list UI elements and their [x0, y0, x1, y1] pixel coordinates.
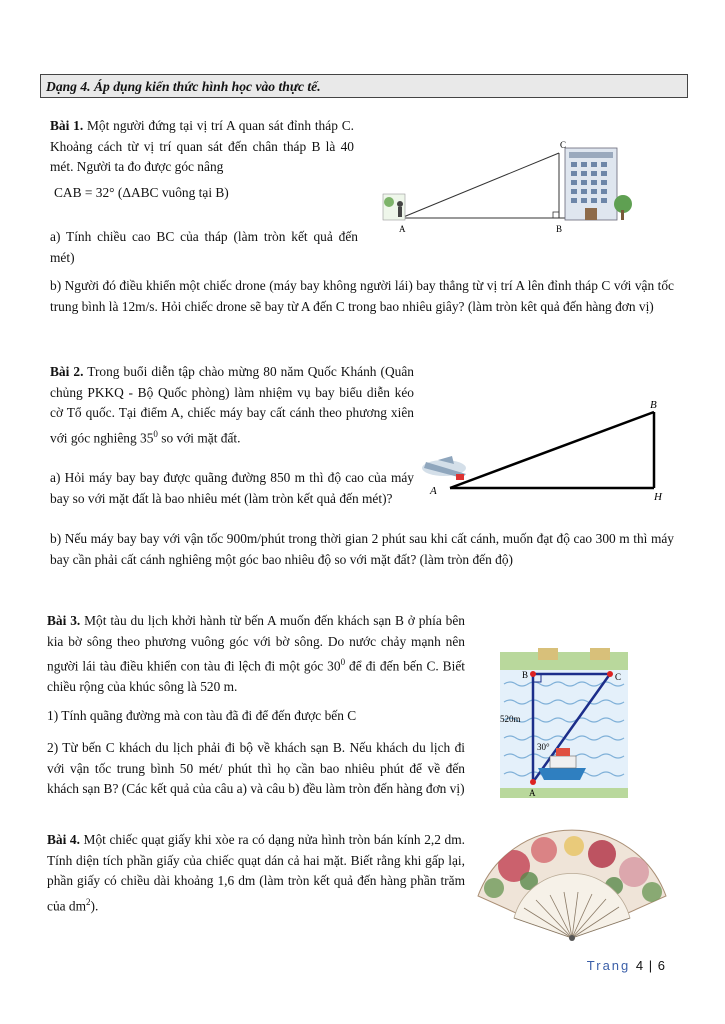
label-c: C — [615, 672, 622, 682]
label-a: A — [529, 788, 536, 798]
near-bank — [500, 788, 628, 798]
bai4-text: Bài 4. Một chiếc quạt giấy khi xòe ra có dạng nửa hình tròn bán kính 2,2 dm. Tính diện tích phần giấy của chiếc quạt dán cả hai mặt. Biết rằng khi gấp lại, phần giấy có chiều dài khoảng 1,6 dm (làm tròn kết quả đến hàng phần trăm của $dm^2$). — [47, 832, 465, 913]
label-a: A — [399, 224, 406, 234]
bai2-label: Bài 2. — [50, 364, 84, 379]
footer-page: 4 — [635, 958, 644, 973]
bai1-intro: Một người đứng tại vị trí A quan sát đỉnh tháp C. Khoảng cách từ vị trí quan sát đến chân tháp B là 40 mét. Người ta đo được góc nâng — [50, 118, 354, 174]
point-a — [530, 779, 536, 785]
section-title: Dạng 4. Áp dụng kiến thức hình học vào thực tế. — [40, 74, 688, 98]
label-b: B — [522, 670, 529, 680]
bai3-question-2: 2) Từ bến C khách du lịch phải đi bộ về khách sạn B. Nếu khách du lịch đi với vận tốc trung bình 50 mét/ phút thì họ cần bao nhiêu phút để về đến khách sạn B? (Các kết quả của câu a) và câu b) đều làm tròn đến hàng đơn vị) — [47, 740, 465, 796]
bai1-question-a: a) Tính chiều cao BC của tháp (làm tròn kết quả đến mét) — [50, 229, 358, 265]
bai2-question-a: a) Hỏi máy bay bay được quãng đường 850 m thì độ cao của máy bay so với mặt đất là bao nhiêu mét (làm tròn kết quả đến mét)? — [50, 470, 414, 506]
bai1-label: Bài 1. — [50, 118, 84, 133]
bai3-figure — [498, 644, 638, 814]
bai1-formula: CAB = 32° (ΔABC vuông tại B) — [54, 185, 229, 200]
label-a: A — [430, 485, 437, 497]
hotel-icon — [538, 648, 558, 660]
fan-pivot — [569, 935, 575, 941]
label-b: B — [556, 224, 563, 234]
page-footer — [587, 958, 665, 973]
bai2-figure — [418, 396, 674, 506]
pier-icon — [590, 648, 610, 660]
bai3-question-1: 1) Tính quãng đường mà con tàu đã đi để đến được bến C — [47, 708, 357, 723]
bai3-label: Bài 3. — [47, 613, 81, 628]
tower-building-icon — [565, 148, 632, 220]
bai4-fan-figure — [474, 826, 670, 946]
footer-sep: | — [648, 958, 653, 973]
bai1-figure — [375, 138, 675, 238]
label-b: B — [650, 399, 657, 411]
bai2-text: Bài 2. Trong buổi diễn tập chào mừng 80 năm Quốc Khánh (Quân chủng PKKQ - Bộ Quốc phòng) làm nhiệm vụ bay biểu diễn kéo cờ Tổ quốc. Tại điểm A, chiếc máy bay cất cánh theo phương xiên với góc nghiêng $35^0$ so với mặt đất. — [50, 364, 415, 445]
point-b — [530, 671, 536, 677]
right-angle-b — [553, 212, 559, 218]
observer-icon — [383, 194, 405, 220]
bai1-text — [50, 116, 354, 178]
bai4-label: Bài 4. — [47, 832, 80, 847]
label-h: H — [654, 491, 662, 503]
bai1-question-b: b) Người đó điều khiển một chiếc drone (máy bay không người lái) bay thẳng từ vị trí A lên đỉnh tháp C với vận tốc trung bình là 12m/s. Hỏi chiếc drone sẽ bay từ A đến C trong bao nhiêu giây? (làm tròn kêt quả đến hàng đơn vị) — [50, 278, 674, 314]
footer-word: Trang — [586, 958, 631, 973]
line-ac — [401, 153, 559, 218]
label-c: C — [560, 140, 567, 150]
bai3-text: Bài 3. Một tàu du lịch khởi hành từ bến A muốn đến khách sạn B ở phía bên kia bờ sông theo phương vuông góc với bờ sông. Do nước chảy mạnh nên người lái tàu điều khiển con tàu đi lệch đi một góc $30^0$ để đi đến bến C. Biết chiều rộng của khúc sông là 520 m. — [47, 613, 465, 694]
footer-total: 6 — [657, 958, 665, 973]
point-c — [607, 671, 613, 677]
bai2-question-b: b) Nếu máy bay bay với vận tốc 900m/phút trong thời gian 2 phút sau khi cất cánh, muốn đạt độ cao 300 m thì máy bay cần phải cất cánh nghiêng một góc bao nhiêu độ so với mặt đất? (làm tròn đến độ) — [50, 531, 674, 567]
line-ab — [450, 412, 654, 488]
label-angle: 30° — [537, 742, 550, 752]
airplane-icon — [422, 456, 466, 480]
label-width: 520m — [500, 714, 521, 724]
